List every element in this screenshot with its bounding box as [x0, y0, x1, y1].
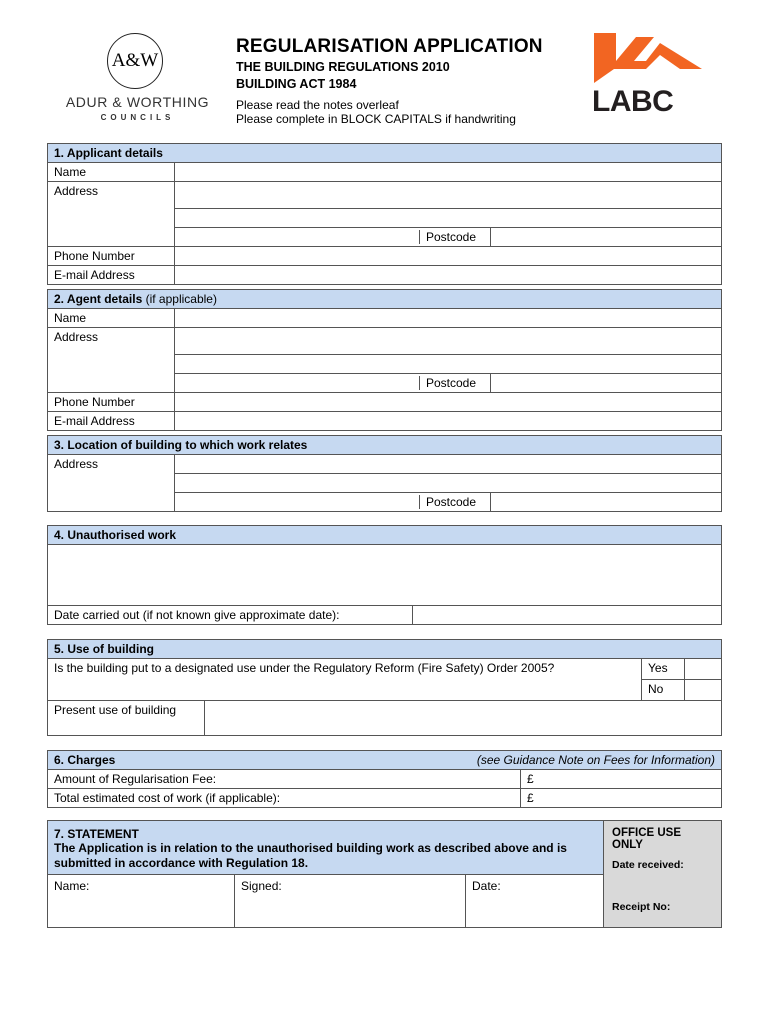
- section-statement: [47, 820, 604, 928]
- postcode-label: Postcode: [175, 493, 491, 512]
- office-use-box: [604, 820, 722, 928]
- section-unauthorised-work: [47, 525, 722, 625]
- address-label: Address: [48, 328, 175, 355]
- logo-monogram: A&W: [111, 50, 159, 71]
- cost-field[interactable]: £: [521, 789, 722, 808]
- section-heading: 6. Charges (see Guidance Note on Fees for Information): [48, 751, 722, 770]
- present-use-label: Present use of building: [48, 701, 205, 736]
- phone-label: Phone Number: [48, 393, 175, 412]
- section-heading: 4. Unauthorised work: [48, 526, 722, 545]
- fee-label: Amount of Regularisation Fee:: [48, 770, 521, 789]
- note-overleaf: Please read the notes overleaf: [236, 98, 399, 112]
- labc-roof-icon: [594, 33, 704, 85]
- date-received-label: Date received:: [612, 859, 684, 871]
- statement-header: [48, 821, 603, 875]
- applicant-address-line1[interactable]: [175, 182, 722, 209]
- statement-date-field[interactable]: [466, 875, 603, 927]
- agent-address-line2[interactable]: [175, 355, 722, 374]
- page-title: REGULARISATION APPLICATION: [236, 36, 543, 57]
- applicant-postcode-field[interactable]: [491, 228, 722, 247]
- present-use-field[interactable]: [205, 701, 722, 736]
- statement-text: The Application is in relation to the unauthorised building work as described above and is submitted in accordance with Regulation 18.: [54, 841, 567, 870]
- subtitle-act: BUILDING ACT 1984: [236, 77, 357, 91]
- phone-label: Phone Number: [48, 247, 175, 266]
- agent-phone-field[interactable]: [175, 393, 722, 412]
- statement-date-label: Date:: [472, 879, 501, 893]
- statement-heading: 7. STATEMENT: [54, 827, 139, 841]
- postcode-label: Postcode: [175, 374, 491, 393]
- statement-name-label: Name:: [54, 879, 90, 893]
- section-applicant: [47, 143, 722, 285]
- agent-postcode-field[interactable]: [491, 374, 722, 393]
- applicant-phone-field[interactable]: [175, 247, 722, 266]
- name-label: Name: [48, 309, 175, 328]
- logo-sub: COUNCILS: [100, 113, 175, 122]
- logo-monogram-circle: [107, 33, 163, 89]
- postcode-label: Postcode: [175, 228, 491, 247]
- cost-label: Total estimated cost of work (if applicable):: [48, 789, 521, 808]
- labc-text: LABC: [592, 85, 674, 118]
- agent-address-line1[interactable]: [175, 328, 722, 355]
- office-use-title: OFFICE USE ONLY: [612, 827, 682, 851]
- section-use-of-building: [47, 639, 722, 736]
- email-label: E-mail Address: [48, 266, 175, 285]
- location-address-line1[interactable]: [175, 455, 722, 474]
- receipt-no-label: Receipt No:: [612, 901, 671, 913]
- yes-label: Yes: [642, 659, 685, 680]
- location-postcode-field[interactable]: [491, 493, 722, 512]
- applicant-name-field[interactable]: [175, 163, 722, 182]
- labc-logo: [592, 33, 722, 123]
- yes-checkbox[interactable]: [685, 659, 722, 680]
- council-logo: [55, 33, 220, 128]
- section-heading: 5. Use of building: [48, 640, 722, 659]
- section-heading: 3. Location of building to which work relates: [48, 436, 722, 455]
- location-address-line2[interactable]: [175, 474, 722, 493]
- name-label: Name: [48, 163, 175, 182]
- section-charges: [47, 750, 722, 808]
- address-label: Address: [48, 455, 175, 474]
- agent-name-field[interactable]: [175, 309, 722, 328]
- address-label: Address: [48, 182, 175, 209]
- work-description-field[interactable]: [48, 545, 722, 606]
- section-agent: [47, 289, 722, 431]
- fee-field[interactable]: £: [521, 770, 722, 789]
- no-label: No: [642, 680, 685, 701]
- no-checkbox[interactable]: [685, 680, 722, 701]
- applicant-address-line2[interactable]: [175, 209, 722, 228]
- email-label: E-mail Address: [48, 412, 175, 431]
- date-carried-out-field[interactable]: [413, 606, 722, 625]
- applicant-email-field[interactable]: [175, 266, 722, 285]
- subtitle-regs: THE BUILDING REGULATIONS 2010: [236, 60, 450, 74]
- section-heading: 1. Applicant details: [48, 144, 722, 163]
- statement-name-field[interactable]: [48, 875, 235, 927]
- date-carried-out-label: Date carried out (if not known give approximate date):: [48, 606, 413, 625]
- statement-signed-field[interactable]: [235, 875, 466, 927]
- section-heading: 2. Agent details (if applicable): [48, 290, 722, 309]
- section-location: [47, 435, 722, 512]
- charges-note: (see Guidance Note on Fees for Information): [476, 753, 715, 767]
- agent-email-field[interactable]: [175, 412, 722, 431]
- designated-use-question: Is the building put to a designated use under the Regulatory Reform (Fire Safety) Order 2005?: [48, 659, 642, 701]
- note-capitals: Please complete in BLOCK CAPITALS if handwriting: [236, 112, 516, 126]
- logo-org: ADUR & WORTHING: [65, 94, 210, 110]
- statement-signed-label: Signed:: [241, 879, 282, 893]
